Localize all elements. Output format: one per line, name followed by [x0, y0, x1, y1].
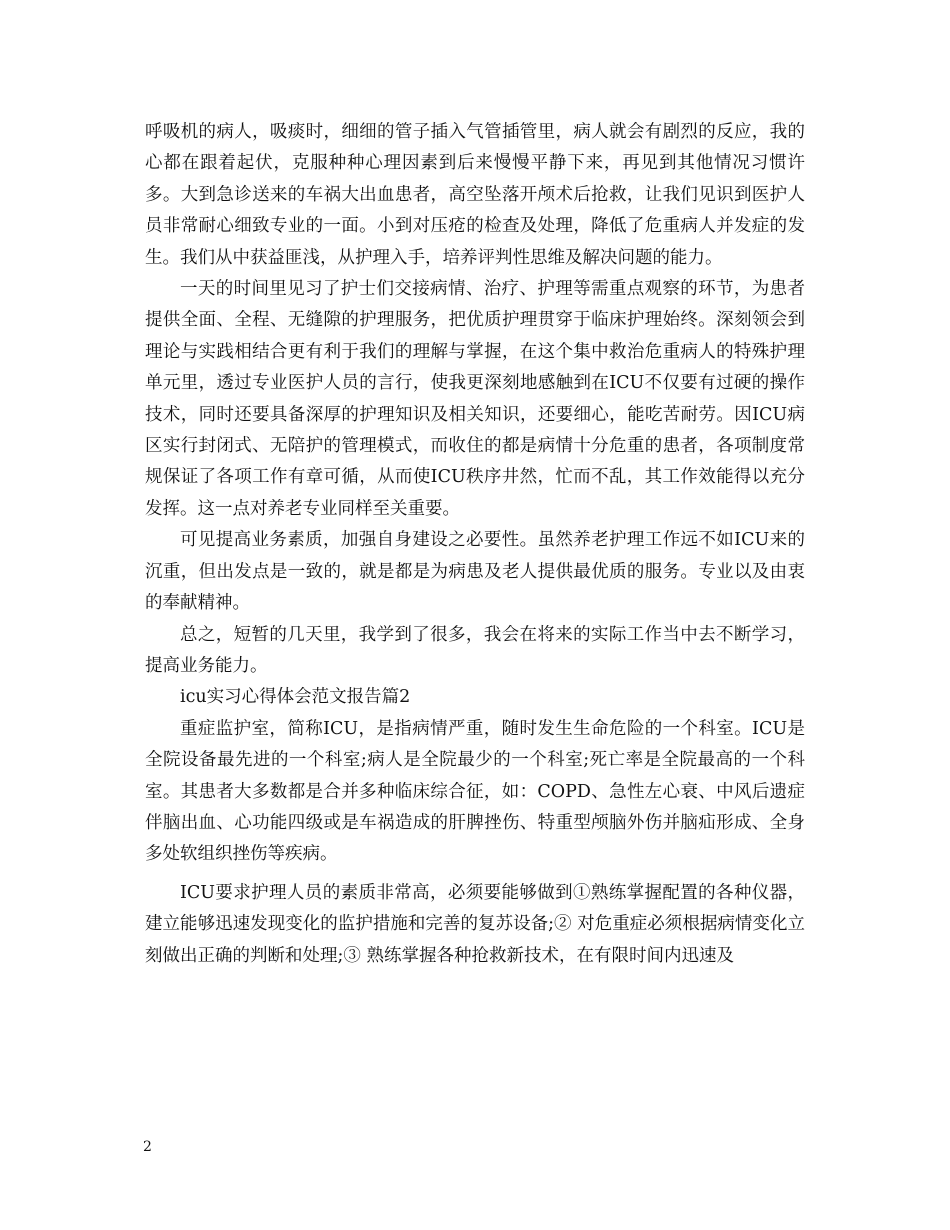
paragraph: 可见提高业务素质，加强自身建设之必要性。虽然养老护理工作远不如ICU来的沉重，但出发点是一致的，就是都是为病患及老人提供最优质的服务。专业以及由衷的奉献精神。	[145, 530, 805, 614]
document-body	[145, 117, 805, 972]
paragraph: 总之，短暂的几天里，我学到了很多，我会在将来的实际工作当中去不断学习，提高业务能力。	[145, 624, 805, 676]
paragraph: ICU要求护理人员的素质非常高，必须要能够做到①熟练掌握配置的各种仪器，建立能够迅速发现变化的监护措施和完善的复苏设备;② 对危重症必须根据病情变化立刻做出正确的判断和处理;③ 熟练掌握各种抢救新技术，在有限时间内迅速及	[145, 882, 805, 966]
page-number: 2	[143, 1139, 152, 1155]
paragraph: 一天的时间里见习了护士们交接病情、治疗、护理等需重点观察的环节，为患者提供全面、全程、无缝隙的护理服务，把优质护理贯穿于临床护理始终。深刻领会到理论与实践相结合更有利于我们的理解与掌握，在这个集中救治危重病人的特殊护理单元里，透过专业医护人员的言行，使我更深刻地感触到在ICU不仅要有过硬的操作技术，同时还要具备深厚的护理知识及相关知识，还要细心，能吃苦耐劳。因ICU病区实行封闭式、无陪护的管理模式，而收住的都是病情十分危重的患者，各项制度常规保证了各项工作有章可循，从而使ICU秩序井然，忙而不乱，其工作效能得以充分发挥。这一点对养老专业同样至关重要。	[145, 279, 805, 519]
section-heading: icu实习心得体会范文报告篇2	[180, 687, 411, 708]
paragraph: 重症监护室，简称ICU，是指病情严重，随时发生生命危险的一个科室。ICU是全院设备最先进的一个科室;病人是全院最少的一个科室;死亡率是全院最高的一个科室。其患者大多数都是合并多种临床综合征，如：COPD、急性左心衰、中风后遗症伴脑出血、心功能四级或是车祸造成的肝脾挫伤、特重型颅脑外伤并脑疝形成、全身多处软组织挫伤等疾病。	[145, 718, 805, 865]
paragraph: 呼吸机的病人，吸痰时，细细的管子插入气管插管里，病人就会有剧烈的反应，我的心都在跟着起伏，克服种种心理因素到后来慢慢平静下来，再见到其他情况习惯许多。大到急诊送来的车祸大出血患者，高空坠落开颅术后抢救，让我们见识到医护人员非常耐心细致专业的一面。小到对压疮的检查及处理，降低了危重病人并发症的发生。我们从中获益匪浅，从护理入手，培养评判性思维及解决问题的能力。	[145, 122, 805, 268]
